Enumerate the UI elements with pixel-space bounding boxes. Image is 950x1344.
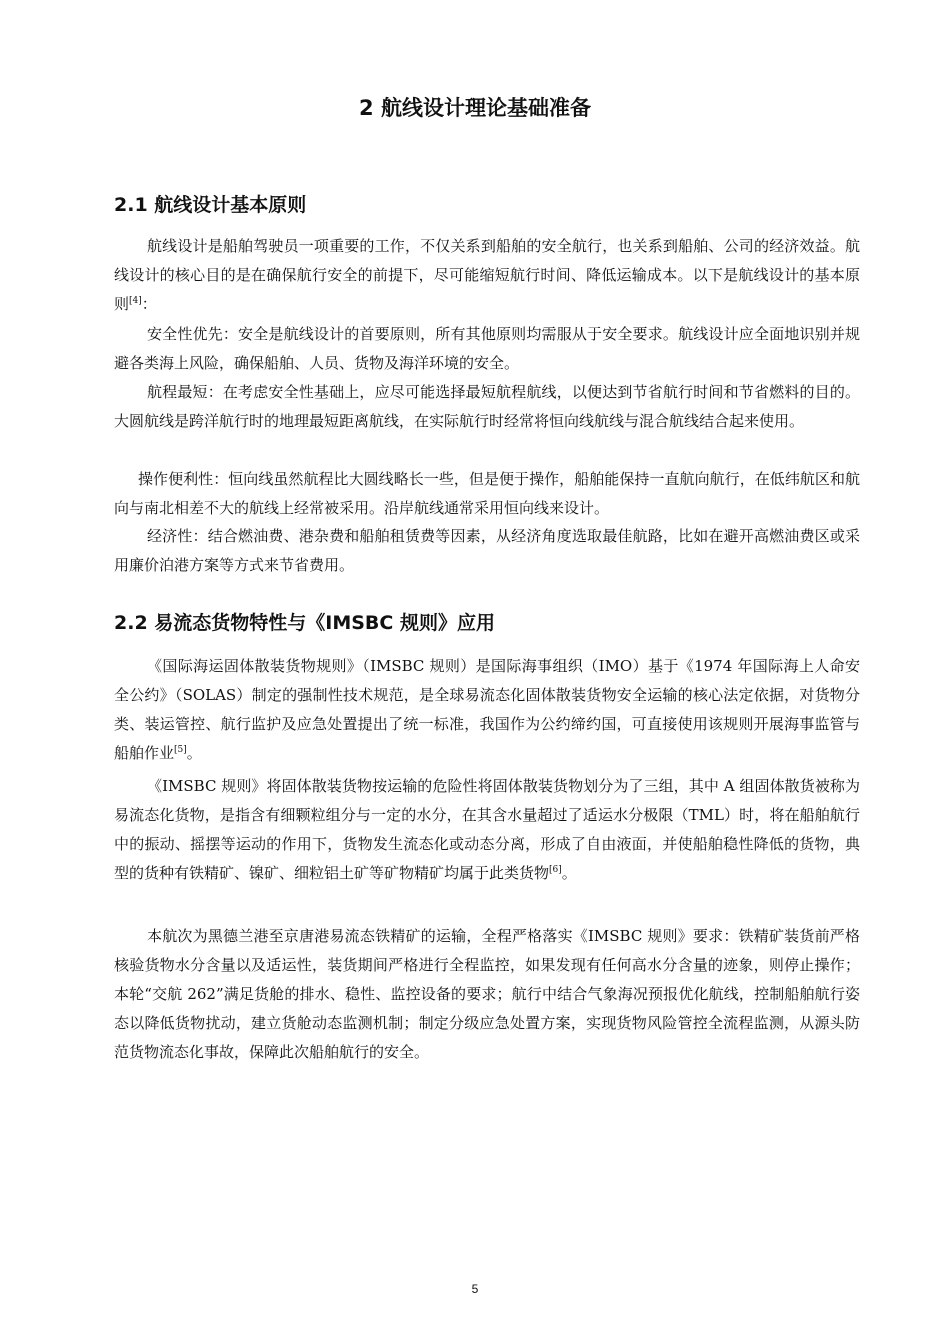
paragraph: 航程最短：在考虑安全性基础上，应尽可能选择最短航程航线，以便达到节省航行时间和节省燃料的目的。大圆航线是跨洋航行时的地理最短距离航线，在实际航行时经常将恒向线航线与混合航线结合起来使用。 bbox=[114, 383, 860, 430]
citation: [4] bbox=[129, 296, 142, 306]
citation: [6] bbox=[549, 865, 562, 875]
paragraph: 操作便利性：恒向线虽然航程比大圆线略长一些，但是便于操作，船舶能保持一直航向航行，在低纬航区和航向与南北相差不大的航线上经常被采用。沿岸航线通常采用恒向线来设计。 bbox=[114, 470, 860, 517]
paragraph: 本航次为黑德兰港至京唐港易流态铁精矿的运输，全程严格落实《IMSBC 规则》要求：铁精矿装货前严格核验货物水分含量以及适运性，装货期间严格进行全程监控，如果发现有任何高水分含量的迹象，则停止操作；本轮“交航 262”满足货舱的排水、稳性、监控设备的要求；航行中结合气象海况预报优化航线，控制船舶航行姿态以降低货物扰动，建立货舱动态监测机制；制定分级应急处置方案，实现货物风险管控全流程监测，从源头防范货物流态化事故，保障此次船舶航行的安全。 bbox=[114, 927, 860, 1061]
page-number: 5 bbox=[471, 1282, 479, 1296]
section-heading-2-1: 2.1 航线设计基本原则 bbox=[114, 194, 307, 216]
paragraph: 安全性优先：安全是航线设计的首要原则，所有其他原则均需服从于安全要求。航线设计应全面地识别并规避各类海上风险，确保船舶、人员、货物及海洋环境的安全。 bbox=[114, 325, 860, 372]
section-heading-2-2: 2.2 易流态货物特性与《IMSBC 规则》应用 bbox=[114, 612, 495, 634]
paragraph: 《IMSBC 规则》将固体散装货物按运输的危险性将固体散装货物划分为了三组，其中 A 组固体散货被称为易流态化货物，是指含有细颗粒组分与一定的水分，在其含水量超过了适运水分极限（TML）时，将在船舶航行中的振动、摇摆等运动的作用下，货物发生流态化或动态分离，形成了自由液面，并使船舶稳性降低的货物，典型的货种有铁精矿、镍矿、细粒铝土矿等矿物精矿均属于此类货物[6]。 bbox=[114, 777, 860, 882]
citation: [5] bbox=[174, 745, 187, 755]
paragraph: 经济性：结合燃油费、港杂费和船舶租赁费等因素，从经济角度选取最佳航路，比如在避开高燃油费区或采用廉价泊港方案等方式来节省费用。 bbox=[114, 527, 860, 574]
chapter-title: 2 航线设计理论基础准备 bbox=[359, 96, 591, 120]
paragraph: 《国际海运固体散装货物规则》（IMSBC 规则）是国际海事组织（IMO）基于《1974 年国际海上人命安全公约》（SOLAS）制定的强制性技术规范，是全球易流态化固体散装货物安全运输的核心法定依据，对货物分类、装运管控、航行监护及应急处置提出了统一标准，我国作为公约缔约国，可直接使用该规则开展海事监管与船舶作业[5]。 bbox=[114, 657, 860, 762]
paragraph: 航线设计是船舶驾驶员一项重要的工作，不仅关系到船舶的安全航行，也关系到船舶、公司的经济效益。航线设计的核心目的是在确保航行安全的前提下，尽可能缩短航行时间、降低运输成本。以下是航线设计的基本原则[4]： bbox=[114, 237, 860, 313]
